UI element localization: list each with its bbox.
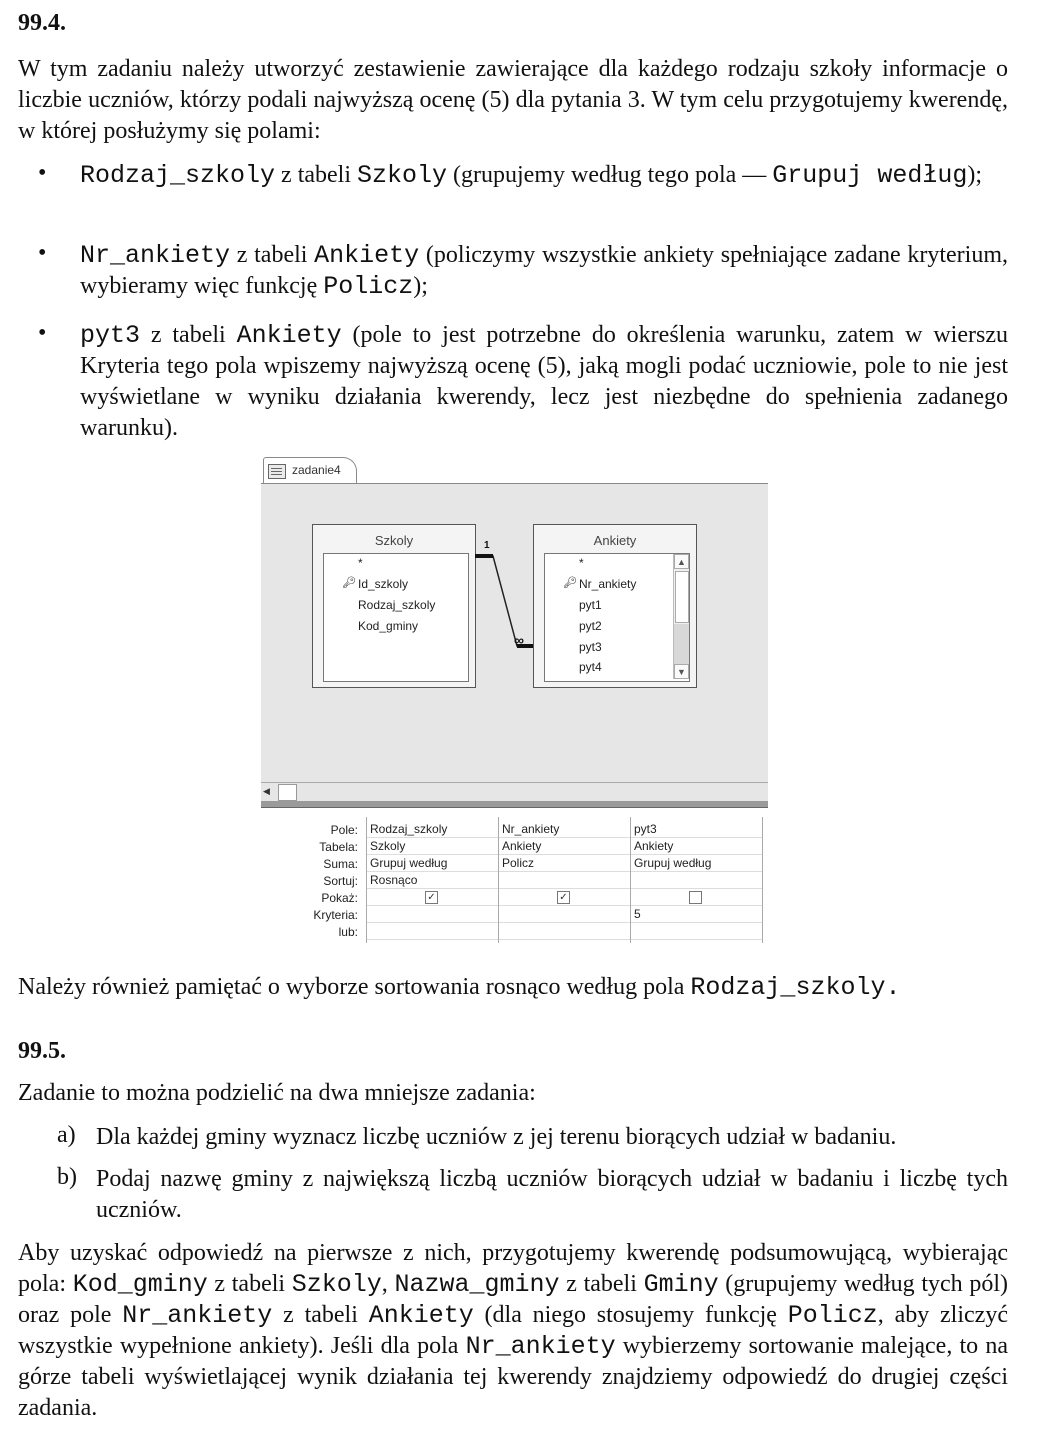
cell-suma[interactable]: Grupuj według [367, 855, 499, 872]
field-item[interactable]: pyt3 [579, 640, 602, 654]
text: wybierzemy sortowanie malejące, to na górze tabeli wyświetlającej wynik działania tej kwerendy znajdziemy odpowiedź do drugiej części zadania. [18, 1333, 1008, 1421]
field-item[interactable]: pyt4 [579, 660, 602, 674]
field-item[interactable]: Nr_ankiety [579, 577, 637, 591]
primary-key-icon: 🔑︎ [563, 577, 577, 589]
item-text: Dla każdej gminy wyznacz liczbę uczniów z jej terenu biorących udział w badaniu. [96, 1124, 897, 1150]
code-function: Policz [323, 272, 414, 301]
row-label-sortuj: Sortuj: [323, 874, 358, 888]
primary-key-icon: 🔑︎ [342, 577, 356, 589]
cell-pole[interactable]: pyt3 [631, 821, 763, 838]
scroll-left-icon[interactable]: ◀ [263, 786, 270, 796]
show-checkbox[interactable]: ✓ [425, 891, 438, 904]
show-checkbox[interactable]: ✓ [557, 891, 570, 904]
row-label-tabela: Tabela: [319, 840, 358, 854]
field-item[interactable]: * [579, 556, 584, 570]
text: Aby uzyskać odpowiedź na pierwsze z nich, przygotujemy kwerendę podsumowującą, wybierając pola: [18, 1240, 1008, 1297]
table-title: Szkoly [374, 533, 414, 548]
cell-sortuj[interactable] [499, 872, 631, 889]
item-text: Podaj nazwę gminy z największą liczbą uczniów biorących udział w badaniu i liczbę tych uczniów. [96, 1166, 1008, 1223]
cell-lub[interactable] [631, 923, 763, 940]
code-token: Policz [787, 1301, 878, 1330]
row-label-suma: Suma: [323, 857, 358, 871]
code-field: Nr_ankiety [80, 241, 231, 270]
field-item[interactable]: Id_szkoly [358, 577, 409, 591]
text: z tabeli [275, 162, 358, 188]
code-token: Nr_ankiety [465, 1332, 616, 1361]
text: z tabeli [230, 242, 315, 268]
bullet-dot: • [38, 160, 47, 186]
row-label-kryteria: Kryteria: [313, 908, 358, 922]
relationship-one-label: 1 [484, 540, 490, 551]
text: (policzymy wszystkie ankiety spełniające zadane kryterium, wybieramy więc funkcję [80, 242, 1008, 299]
item-label: a) [57, 1122, 76, 1148]
cell-tabela[interactable]: Ankiety [499, 838, 631, 855]
text: (dla niego stosujemy funkcję [473, 1302, 788, 1328]
text: z tabeli [140, 322, 237, 348]
grid-column-2 [498, 817, 631, 943]
code-table: Szkoly [357, 161, 448, 190]
cell-pole[interactable]: Rodzaj_szkoly [367, 821, 499, 838]
row-label-pokaz: Pokaż: [321, 891, 358, 905]
text: ); [413, 273, 428, 299]
item-label: b) [57, 1164, 77, 1190]
code-table: Ankiety [314, 241, 420, 270]
bullet-item-2 [80, 240, 1008, 302]
code-field: Rodzaj_szkoly [80, 161, 276, 190]
relationship-pane [261, 483, 768, 783]
query-design-screenshot [261, 455, 769, 958]
section-heading-99-4: 99.4. [18, 10, 66, 36]
code-token: Szkoly [291, 1270, 382, 1299]
code-token: Nr_ankiety [122, 1301, 273, 1330]
scroll-down-icon[interactable]: ▼ [674, 664, 689, 679]
code-token: Kod_gminy [72, 1270, 208, 1299]
bullet-item-3 [80, 320, 1008, 444]
cell-lub[interactable] [367, 923, 499, 940]
text: ); [967, 162, 983, 188]
code-token: Gminy [643, 1270, 719, 1299]
cell-tabela[interactable]: Szkoly [367, 838, 499, 855]
query-tab-title: zadanie4 [292, 463, 341, 477]
cell-kryteria[interactable] [499, 906, 631, 923]
intro-paragraph-99-4: W tym zadaniu należy utworzyć zestawienie zawierające dla każdego rodzaju szkoły informacje o liczbie uczniów, którzy podali najwyższą ocenę (5) dla pytania 3. W tym celu przygotujemy kwerendę, w której posłużymy się polami: [18, 56, 1008, 144]
grid-column-3 [630, 817, 763, 943]
section-heading-99-5: 99.5. [18, 1038, 66, 1064]
code-table: Ankiety [236, 321, 342, 350]
code-function: Grupuj według [772, 161, 968, 190]
query-tab[interactable] [263, 457, 357, 484]
text: , [381, 1271, 395, 1297]
text: z tabeli [272, 1302, 369, 1328]
cell-suma[interactable]: Policz [499, 855, 631, 872]
cell-pokaz [499, 889, 631, 906]
bullet-item-1 [80, 160, 1008, 191]
field-item[interactable]: Rodzaj_szkoly [358, 598, 436, 612]
text: Należy również pamiętać o wyborze sortowania rosnąco według pola [18, 974, 691, 1000]
cell-pole[interactable]: Nr_ankiety [499, 821, 631, 838]
scroll-up-icon[interactable]: ▲ [674, 554, 689, 569]
text: z tabeli [559, 1271, 644, 1297]
cell-pokaz [367, 889, 499, 906]
bullet-dot: • [38, 240, 47, 266]
code-token: Ankiety [368, 1301, 474, 1330]
field-item[interactable]: * [358, 556, 363, 570]
text: (pole to jest potrzebne do określenia warunku, zatem w wierszu Kryteria tego pola wpiszemy najwyższą ocenę (5), jaką mogli podać uczniowie, pole to nie jest wyświetlane w wyniku działania kwerendy, lecz jest niezbędne do spełnienia zadanego warunku). [80, 322, 1008, 441]
cell-kryteria[interactable] [367, 906, 499, 923]
table-title: Ankiety [593, 533, 637, 548]
show-checkbox[interactable] [689, 891, 702, 904]
field-item[interactable]: Kod_gminy [358, 619, 419, 633]
query-icon [268, 464, 286, 479]
cell-tabela[interactable]: Ankiety [631, 838, 763, 855]
cell-sortuj[interactable]: Rosnąco [367, 872, 499, 889]
grid-column-1 [366, 817, 499, 943]
field-item[interactable]: pyt2 [579, 619, 602, 633]
cell-kryteria[interactable]: 5 [631, 906, 763, 923]
cell-sortuj[interactable] [631, 872, 763, 889]
text: , aby zliczyć wszystkie wypełnione ankiety). Jeśli dla pola [18, 1302, 1008, 1359]
sort-note [18, 972, 1008, 1003]
grid-column-4 [762, 817, 769, 943]
text: (grupujemy według tego pola — [447, 162, 773, 188]
cell-lub[interactable] [499, 923, 631, 940]
code-field: pyt3 [80, 321, 141, 350]
scroll-thumb[interactable] [278, 784, 297, 801]
row-label-pole: Pole: [330, 823, 358, 837]
bullet-dot: • [38, 320, 47, 346]
intro-paragraph-99-5: Zadanie to można podzielić na dwa mniejsze zadania: [18, 1080, 536, 1106]
text: (grupujemy według tych pól) oraz pole [18, 1271, 1009, 1328]
final-paragraph [18, 1238, 1008, 1424]
code-field: Rodzaj_szkoly. [690, 973, 901, 1002]
code-token: Nazwa_gminy [394, 1270, 560, 1299]
horizontal-scrollbar[interactable] [261, 782, 768, 801]
cell-pokaz [631, 889, 763, 906]
text: z tabeli [207, 1271, 292, 1297]
relationship-many-label: ∞ [514, 632, 524, 648]
pane-splitter[interactable] [261, 801, 768, 808]
row-label-lub: lub: [338, 925, 358, 939]
field-item[interactable]: pyt1 [579, 598, 602, 612]
cell-suma[interactable]: Grupuj według [631, 855, 763, 872]
